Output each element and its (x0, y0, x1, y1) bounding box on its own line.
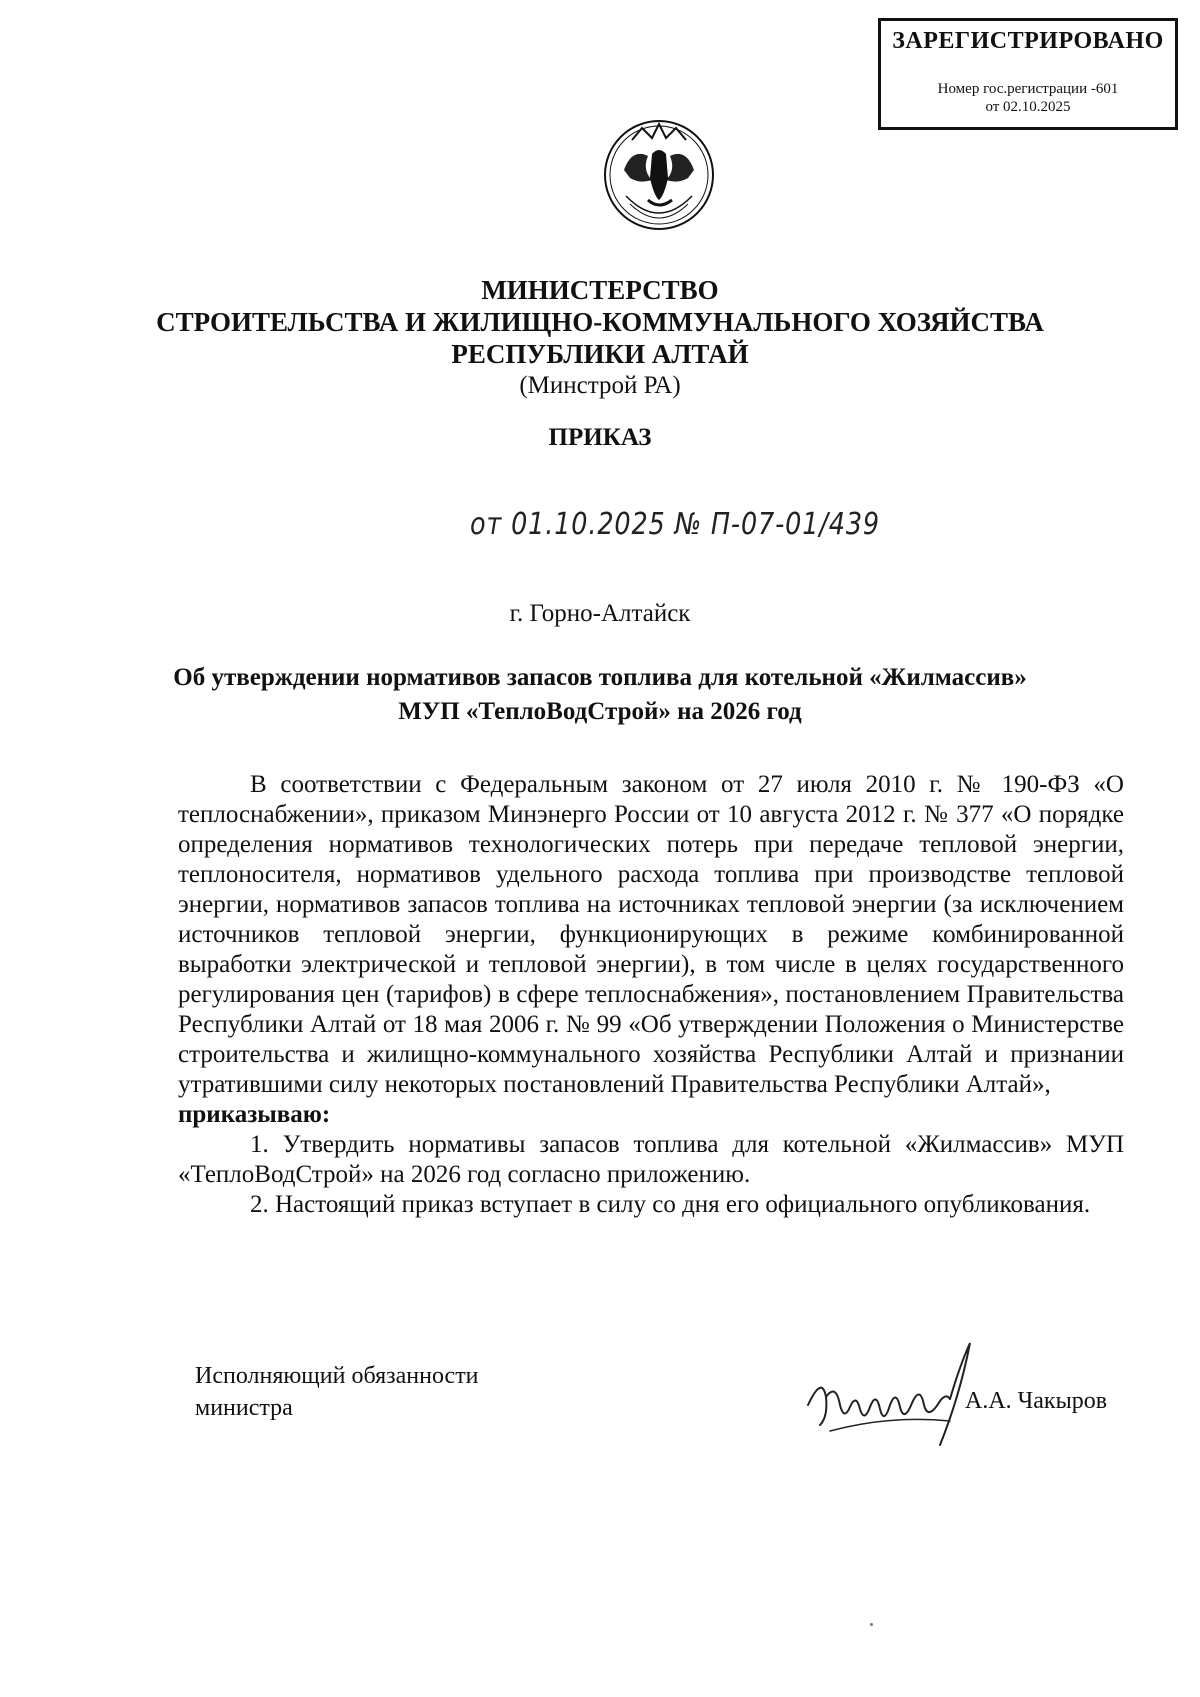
signer-title-line-2: министра (195, 1395, 293, 1421)
registration-stamp-title: ЗАРЕГИСТРИРОВАНО (892, 28, 1164, 54)
order-item-2: 2. Настоящий приказ вступает в силу со дня его официального опубликования. (250, 1191, 1091, 1218)
signer-name: А.А. Чакыров (965, 1388, 1108, 1414)
document-type: ПРИКАЗ (548, 424, 652, 451)
ministry-name (100, 274, 1100, 370)
handwritten-order-number (470, 494, 890, 550)
signer-title-line-1: Исполняющий обязанности (195, 1363, 479, 1389)
registration-number: Номер гос.регистрации -601 (937, 81, 1119, 97)
handwritten-signature-icon (800, 1335, 990, 1455)
subject-line-2: МУП «ТеплоВодСтрой» на 2026 год (398, 698, 802, 725)
ministry-line-3: РЕСПУБЛИКИ АЛТАЙ (451, 339, 749, 369)
scan-speck (870, 1623, 873, 1626)
document-subject (160, 661, 1040, 729)
preamble-paragraph (178, 770, 1124, 1100)
coat-of-arms-icon (602, 118, 716, 232)
order-item-1: 1. Утвердить нормативы запасов топлива для котельной «Жилмассив» МУП «ТеплоВодСтрой» на 2026 год согласно приложению. (178, 1131, 1124, 1188)
ministry-short-name: (Минстрой РА) (519, 372, 681, 399)
registration-stamp (878, 18, 1178, 130)
ministry-line-1: МИНИСТЕРСТВО (481, 275, 719, 305)
decree-word: приказываю: (178, 1101, 331, 1128)
signer-title (195, 1360, 479, 1424)
registration-date: от 02.10.2025 (985, 99, 1071, 115)
city: г. Горно-Алтайск (509, 600, 691, 627)
ministry-line-2: СТРОИТЕЛЬСТВА И ЖИЛИЩНО-КОММУНАЛЬНОГО ХОЗЯЙСТВА (156, 307, 1044, 337)
subject-line-1: Об утверждении нормативов запасов топлива для котельной «Жилмассив» (173, 664, 1027, 691)
document-body (178, 770, 1124, 1220)
handwritten-order-number-text: от 01.10.2025 № П-07-01/439 (470, 507, 880, 542)
preamble-text: В соответствии с Федеральным законом от 27 июля 2010 г. № 190-ФЗ «О теплоснабжении», приказом Минэнерго России от 10 августа 2012 г. № 377 «О порядке определения нормативов технологических потерь при передаче тепловой энергии, теплоносителя, нормативов удельного расхода топлива при производстве тепловой энергии, нормативов запасов топлива на источниках тепловой энергии (за исключением источников тепловой энергии, функционирующих в режиме комбинированной выработки электрической и тепловой энергии), в том числе в целях государственного регулирования цен (тарифов) в сфере теплоснабжения», постановлением Правительства Республики Алтай от 18 мая 2006 г. № 99 «Об утверждении Положения о Министерстве строительства и жилищно-коммунального хозяйства Республики Алтай и признании утратившими силу некоторых постановлений Правительства Республики Алтай», (178, 771, 1124, 1098)
